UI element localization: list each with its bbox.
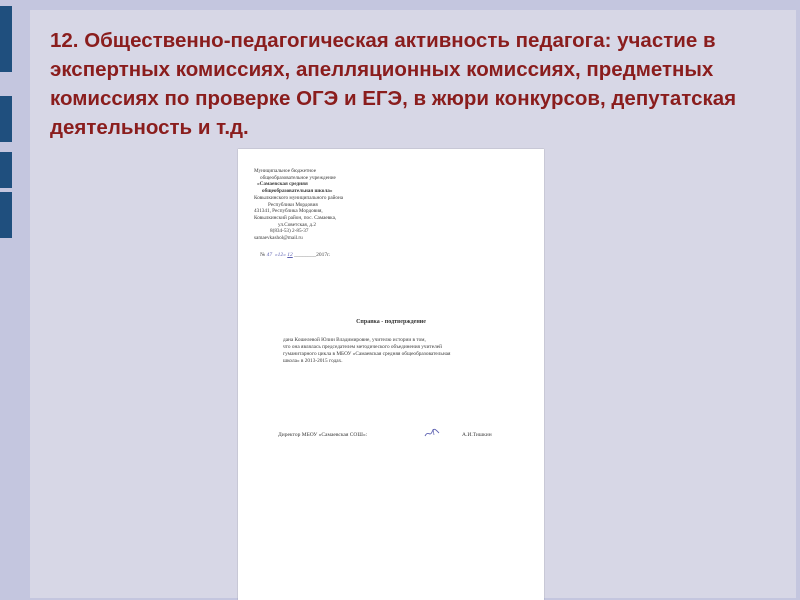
ref-month: 12 <box>287 252 293 258</box>
header-line: Муниципальное бюджетное <box>254 168 317 174</box>
slide-title: 12. Общественно-педагогическая активность педагога: участие в экспертных комиссиях, апелляционных комиссиях, предметных комиссиях по проверке ОГЭ и ЕГЭ, в жюри конкурсов, депутатская деятельность и т.д. <box>50 29 737 139</box>
side-bar <box>0 96 12 142</box>
signature-name: А.И.Тишкин <box>462 432 492 438</box>
side-bar <box>0 192 12 238</box>
document-body <box>283 337 523 365</box>
document-title: Справка - подтверждение <box>356 319 426 325</box>
handwritten-signature-icon <box>424 428 440 438</box>
reference-line: № 47 «12» 12 ________2017г. <box>260 252 331 258</box>
ref-prefix: № <box>260 252 266 258</box>
header-line: ул.Советская, д.2 <box>278 221 316 228</box>
ref-day: «12» <box>274 252 286 258</box>
header-line: 431341, Республика Мордовия, <box>254 208 323 215</box>
header-line: Ковылкинского муниципального района <box>254 194 344 201</box>
header-line: Республики Мордовия <box>268 201 318 208</box>
scanned-document <box>238 149 544 600</box>
body-line: школа» в 2013-2015 годах. <box>283 358 343 364</box>
header-line: общеобразовательная школа» <box>262 188 333 195</box>
header-line: «Самаевская средняя <box>257 181 308 188</box>
signature-position: Директор МБОУ «Самаевская СОШ»: <box>278 432 368 438</box>
ref-number: 47 <box>266 252 273 258</box>
header-line: Ковылкинский район, пос. Самаевка, <box>254 214 337 221</box>
body-line: дана Кошелевой Юлии Владимировне, учителю истории в том, <box>283 337 426 343</box>
header-line: samaevkashol@mail.ru <box>254 235 303 242</box>
side-bar <box>0 152 12 188</box>
body-line: что она являлась председателем методического объединения учителей <box>283 344 442 350</box>
header-line: 8(834-53) 2-85-37 <box>270 228 309 235</box>
header-line: общеобразовательное учреждение <box>260 174 336 181</box>
ref-year: 2017г. <box>316 252 331 258</box>
side-bar <box>0 6 12 72</box>
document-header <box>254 168 404 242</box>
body-line: гуманитарного цикла в МБОУ «Самаевская средняя общеобразовательная <box>283 351 451 357</box>
